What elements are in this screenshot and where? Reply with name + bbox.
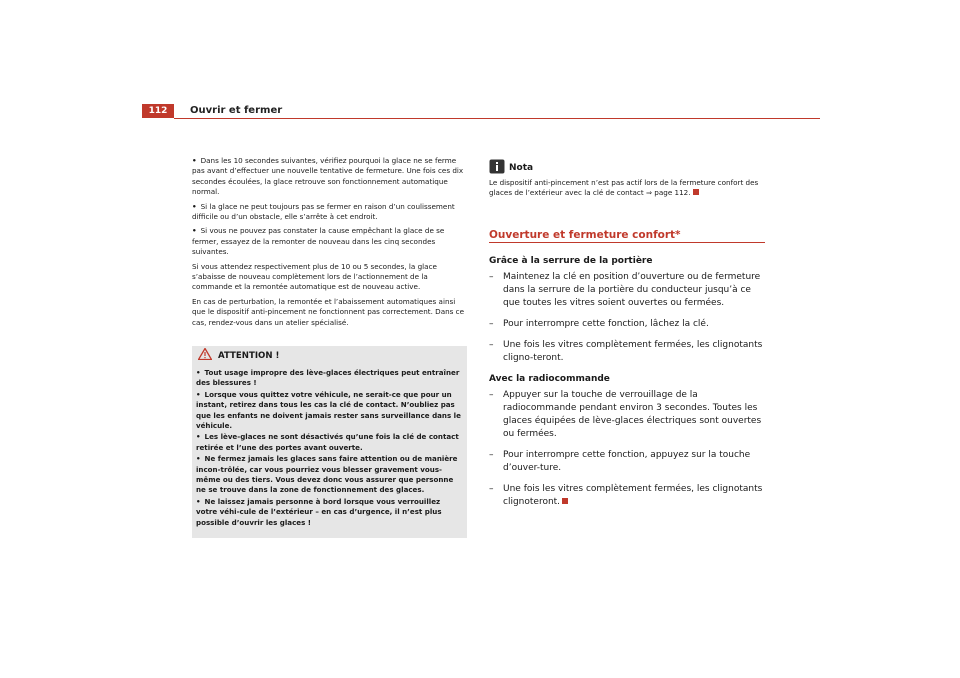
- dash-icon: –: [489, 450, 494, 460]
- warning-item: • Ne laissez jamais personne à bord lorsque vous verrouillez votre véhi-cule de l’extérieur – en cas d’urgence, il n’est plus possible d’ouvrir les glaces !: [196, 496, 442, 527]
- list-item: – Pour interrompre cette fonction, appuyez sur la touche d’ouver-ture.: [489, 450, 751, 473]
- dash-icon: –: [489, 340, 494, 350]
- bullet-icon: •: [196, 368, 201, 377]
- paragraph: Si vous attendez respectivement plus de 10 ou 5 secondes, la glace s’abaisse de nouveau complètement lors de l’actionnement de la commande et la remontée automatique est de nouveau active.: [192, 261, 437, 292]
- warning-title: ATTENTION !: [218, 350, 280, 361]
- list-item: – Maintenez la clé en position d’ouverture ou de fermeture dans la serrure de la portière du conducteur jusqu’à ce que toutes les vitres soient ouvertes ou fermées.: [489, 272, 761, 308]
- list-item: – Une fois les vitres complètement fermées, les clignotants cligno-teront.: [489, 340, 763, 363]
- bullet-icon: •: [192, 156, 197, 165]
- info-note-icon: [489, 159, 505, 178]
- page-number: 112: [142, 104, 174, 118]
- bullet-icon: •: [196, 389, 201, 399]
- bullet-icon: •: [192, 201, 197, 211]
- dash-icon: –: [489, 484, 494, 494]
- left-column: [192, 156, 467, 332]
- list-item: – Pour interrompre cette fonction, lâchez la clé.: [489, 319, 709, 329]
- note-text: Le dispositif anti-pincement n’est pas actif lors de la fermeture confort des glaces de l’extérieur avec la clé de contact ⇒ page 112.: [489, 178, 759, 198]
- warning-header: [192, 346, 467, 366]
- end-marker-icon: [562, 498, 568, 504]
- warning-triangle-icon: [198, 348, 212, 363]
- running-title: Ouvrir et fermer: [190, 105, 283, 116]
- section-title: Ouverture et fermeture confort*: [489, 229, 681, 241]
- subsection-title: Grâce à la serrure de la portière: [489, 256, 653, 266]
- warning-body: [192, 366, 467, 528]
- bullet-icon: •: [192, 226, 197, 236]
- warning-item: • Lorsque vous quittez votre véhicule, ne serait-ce que pour un instant, retirez dans tous les cas la clé de contact. N’oubliez pas que les enfants ne doivent jamais rester sans surveillance dans le véhicule.: [196, 389, 461, 431]
- section-rule: [489, 242, 765, 243]
- end-marker-icon: [693, 189, 699, 195]
- warning-box: [192, 346, 467, 538]
- note-block: [489, 160, 765, 199]
- subsection-title: Avec la radiocommande: [489, 374, 610, 384]
- warning-item: • Les lève-glaces ne sont désactivés qu’une fois la clé de contact retirée et l’une des portes avant ouverte.: [196, 432, 459, 452]
- dash-icon: –: [489, 272, 494, 282]
- dash-icon: –: [489, 390, 494, 400]
- bullet-item: • Si la glace ne peut toujours pas se fermer en raison d’un coulissement difficile ou d’un obstacle, elle s’arrête à cet endroit.: [192, 201, 455, 222]
- warning-item: • Tout usage impropre des lève-glaces électriques peut entraîner des blessures !: [196, 368, 460, 388]
- bullet-icon: •: [196, 496, 201, 506]
- list-item: – Appuyer sur la touche de verrouillage de la radiocommande pendant environ 3 secondes. Toutes les glaces équipées de lève-glaces électriques sont ouvertes ou fermées.: [489, 390, 762, 439]
- paragraph: En cas de perturbation, la remontée et l’abaissement automatiques ainsi que le dispositif anti-pincement ne fonctionnent pas correctement. Dans ce cas, rendez-vous dans un atelier spécialisé.: [192, 296, 465, 327]
- list-item: – Une fois les vitres complètement fermées, les clignotants clignoteront.: [489, 484, 763, 507]
- bullet-item: • Si vous ne pouvez pas constater la cause empêchant la glace de se fermer, essayez de la remonter de nouveau dans les cinq secondes suivantes.: [192, 226, 445, 257]
- section-body: [489, 255, 769, 517]
- dash-icon: –: [489, 319, 494, 329]
- note-header: [489, 160, 765, 176]
- header-rule: [174, 118, 820, 119]
- warning-item: • Ne fermez jamais les glaces sans faire attention ou de manière incon-trôlée, car vous pourriez vous blesser gravement vous-même ou des tiers. Vous devez donc vous assurer que personne ne se trouve dans la zone de fonctionnement des glaces.: [196, 454, 458, 495]
- bullet-icon: •: [196, 454, 201, 464]
- note-title: Nota: [509, 163, 534, 173]
- bullet-item: • Dans les 10 secondes suivantes, vérifiez pourquoi la glace ne se ferme pas avant d’effectuer une nouvelle tentative de fermeture. Une fois ces dix secondes écoulées, la glace retrouve son fonctionnement automatique normal.: [192, 156, 464, 197]
- bullet-icon: •: [196, 432, 201, 442]
